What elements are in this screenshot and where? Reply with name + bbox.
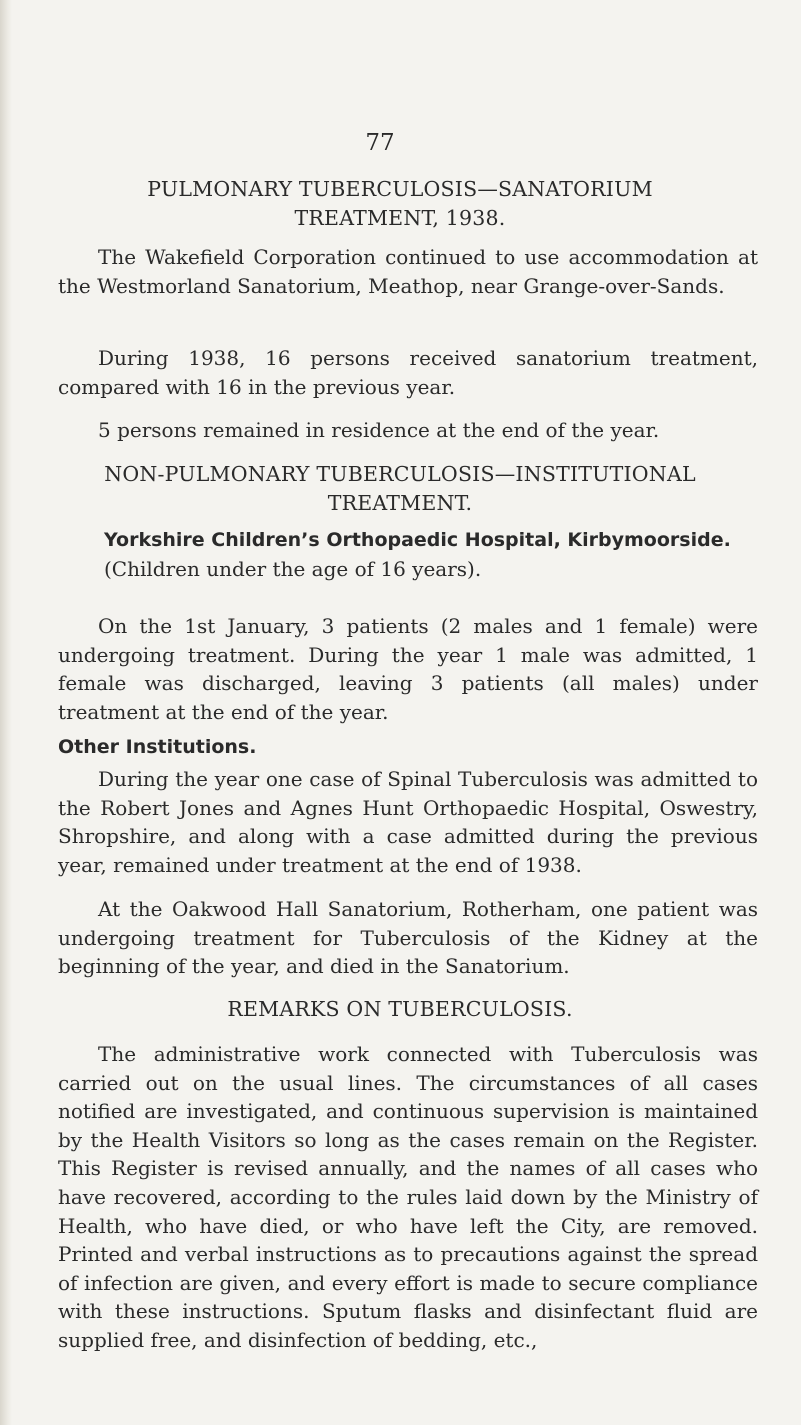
section-heading-pulmonary bbox=[40, 175, 760, 233]
hospital-note: (Children under the age of 16 years). bbox=[104, 557, 482, 581]
paragraph-oakwood-hall: At the Oakwood Hall Sanatorium, Rotherham, one patient was undergoing treatment for Tuberculosis of the Kidney at the beginning of the year, and died in the Sanatorium. bbox=[58, 897, 758, 979]
paragraph-sanatorium-treatment: During 1938, 16 persons received sanatorium treatment, compared with 16 in the previous year. bbox=[58, 346, 758, 399]
section-heading-remarks: REMARKS ON TUBERCULOSIS. bbox=[227, 997, 573, 1021]
hospital-name: Yorkshire Children’s Orthopaedic Hospital, Kirbymoorside. bbox=[104, 529, 731, 551]
section-heading-non-pulmonary-line1: NON-PULMONARY TUBERCULOSIS—INSTITUTIONAL bbox=[104, 462, 696, 486]
paragraph-administrative-work: The administrative work connected with Tuberculosis was carried out on the usual lines. The circumstances of all cases notified are investigated, and continuous supervision is maintained by the Health Visitors so long as the cases remain on the Register. This Register is revised annually, and the names of all cases who have recovered, according to the rules laid down by the Ministry of Health, who have died, or who have left the City, are removed. Printed and verbal instructions as to precautions against the spread of infection are given, and every effort is made to secure compliance with these instructions. Sputum flasks and disinfectant fluid are supplied free, and disinfection of bedding, etc., bbox=[58, 1042, 758, 1352]
paragraph-corporation: The Wakefield Corporation continued to use accommodation at the Westmorland Sanatorium, Meathop, near Grange-over-Sands. bbox=[58, 245, 758, 298]
section-heading-pulmonary-line2: TREATMENT, 1938. bbox=[294, 206, 506, 230]
paragraph-hospital-patients: On the 1st January, 3 patients (2 males and 1 female) were undergoing treatment. During the year 1 male was admitted, 1 female was discharged, leaving 3 patients (all males) under treatment at the end of the year. bbox=[58, 614, 758, 724]
page-gutter bbox=[0, 0, 12, 1425]
section-heading-non-pulmonary-line2: TREATMENT. bbox=[327, 491, 473, 515]
document-page bbox=[40, 0, 760, 1425]
section-heading-non-pulmonary bbox=[40, 460, 760, 518]
section-heading-pulmonary-line1: PULMONARY TUBERCULOSIS—SANATORIUM bbox=[147, 177, 653, 201]
page-number: 77 bbox=[365, 130, 395, 156]
other-institutions-heading: Other Institutions. bbox=[58, 736, 257, 758]
paragraph-residence: 5 persons remained in residence at the end of the year. bbox=[98, 418, 660, 442]
paragraph-spinal-tuberculosis: During the year one case of Spinal Tuberculosis was admitted to the Robert Jones and Agnes Hunt Orthopaedic Hospital, Oswestry, Shropshire, and along with a case admitted during the previous year, remained under treatment at the end of 1938. bbox=[58, 767, 758, 877]
